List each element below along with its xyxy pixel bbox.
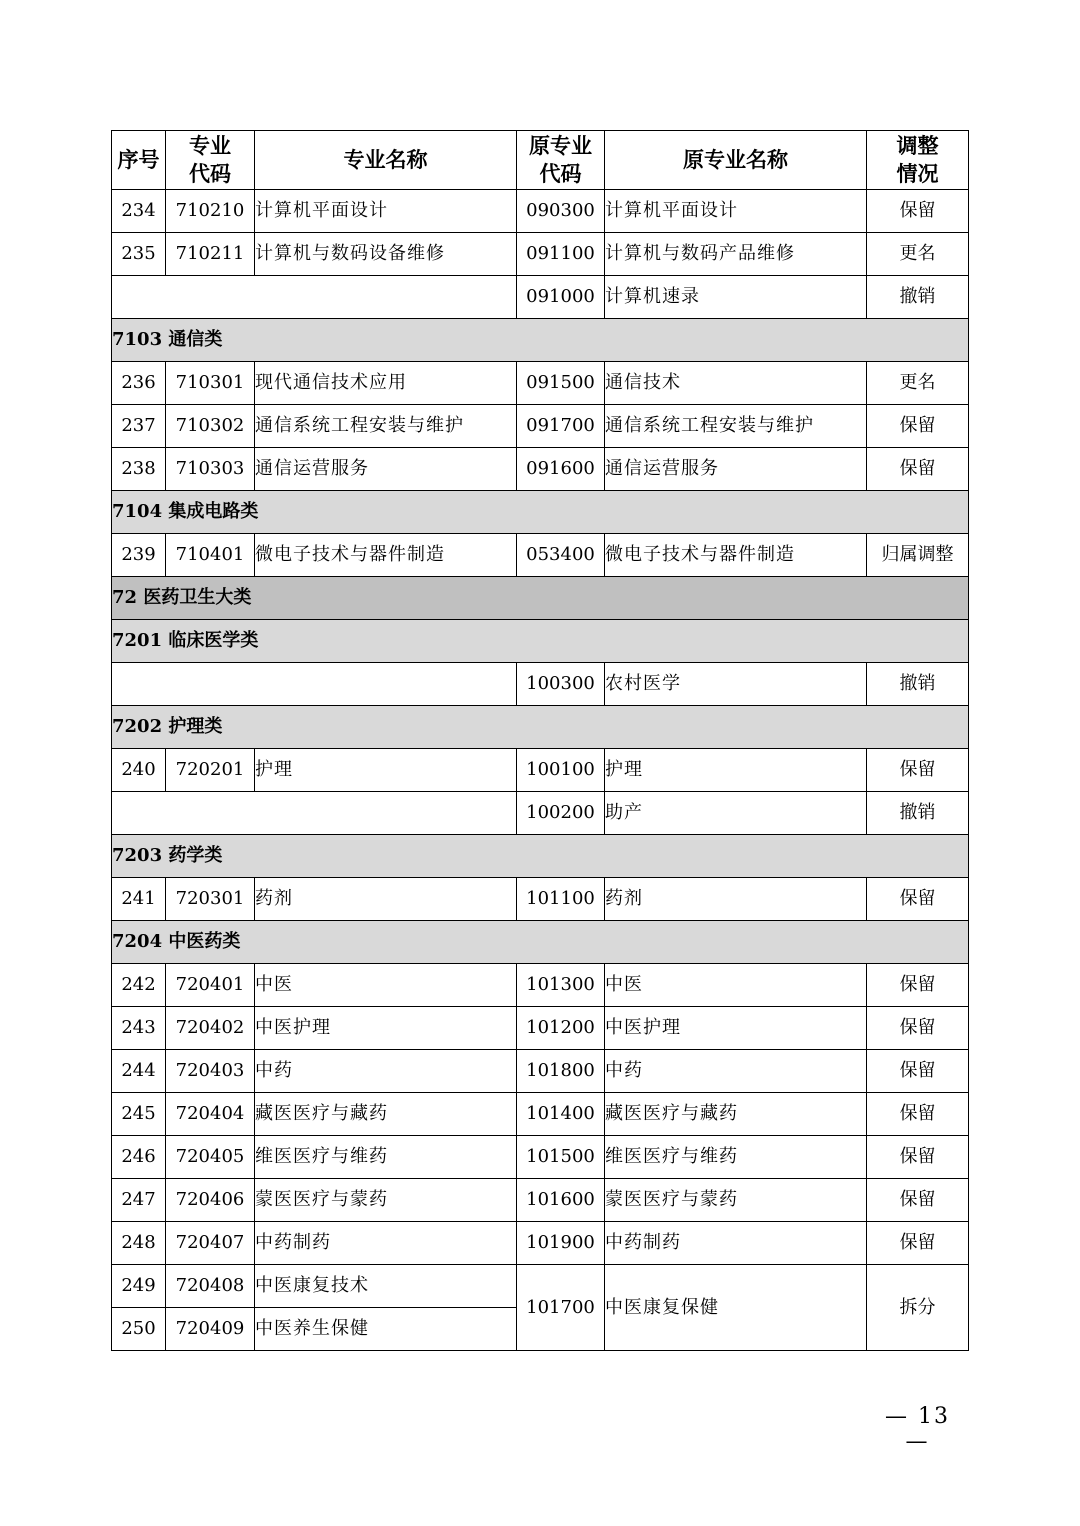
orig-code-cell: 053400 xyxy=(517,534,605,577)
status-cell: 保留 xyxy=(867,1050,969,1093)
code-cell: 720404 xyxy=(166,1093,255,1136)
orig-name-cell: 中药 xyxy=(605,1050,867,1093)
status-cell: 更名 xyxy=(867,233,969,276)
orig-name-cell: 计算机速录 xyxy=(605,276,867,319)
name-cell: 中药制药 xyxy=(255,1222,517,1265)
header-code: 专业 代码 xyxy=(166,131,255,190)
orig-code-cell: 101600 xyxy=(517,1179,605,1222)
name-cell: 微电子技术与器件制造 xyxy=(255,534,517,577)
cancelled-row xyxy=(112,663,969,706)
code-cell: 720402 xyxy=(166,1007,255,1050)
cancelled-row xyxy=(112,276,969,319)
name-cell: 藏医医疗与藏药 xyxy=(255,1093,517,1136)
orig-code-cell: 101900 xyxy=(517,1222,605,1265)
category-label: 7202 护理类 xyxy=(112,706,969,749)
empty-cell xyxy=(112,792,517,835)
table-row xyxy=(112,1179,969,1222)
status-cell: 保留 xyxy=(867,1093,969,1136)
category-label: 7104 集成电路类 xyxy=(112,491,969,534)
orig-name-cell: 通信技术 xyxy=(605,362,867,405)
name-cell: 蒙医医疗与蒙药 xyxy=(255,1179,517,1222)
seq-cell: 239 xyxy=(112,534,166,577)
status-cell: 拆分 xyxy=(867,1265,969,1351)
orig-name-cell: 中医护理 xyxy=(605,1007,867,1050)
status-cell: 保留 xyxy=(867,878,969,921)
category-row xyxy=(112,706,969,749)
name-cell: 计算机平面设计 xyxy=(255,190,517,233)
status-cell: 保留 xyxy=(867,964,969,1007)
status-cell: 保留 xyxy=(867,190,969,233)
seq-cell: 236 xyxy=(112,362,166,405)
code-cell: 710211 xyxy=(166,233,255,276)
header-orig-code: 原专业 代码 xyxy=(517,131,605,190)
code-cell: 720407 xyxy=(166,1222,255,1265)
category-row xyxy=(112,620,969,663)
orig-name-cell: 护理 xyxy=(605,749,867,792)
table-row xyxy=(112,878,969,921)
major-category-label: 72 医药卫生大类 xyxy=(112,577,969,620)
category-row xyxy=(112,835,969,878)
name-cell: 维医医疗与维药 xyxy=(255,1136,517,1179)
category-row xyxy=(112,491,969,534)
table-row xyxy=(112,1007,969,1050)
orig-code-cell: 100200 xyxy=(517,792,605,835)
table-row xyxy=(112,1265,969,1308)
name-cell: 护理 xyxy=(255,749,517,792)
seq-cell: 237 xyxy=(112,405,166,448)
orig-code-cell: 101100 xyxy=(517,878,605,921)
orig-name-cell: 农村医学 xyxy=(605,663,867,706)
orig-code-cell: 100300 xyxy=(517,663,605,706)
table-row xyxy=(112,749,969,792)
orig-name-cell: 中医 xyxy=(605,964,867,1007)
cancelled-row xyxy=(112,792,969,835)
status-cell: 保留 xyxy=(867,1007,969,1050)
status-cell: 撤销 xyxy=(867,663,969,706)
status-cell: 保留 xyxy=(867,1222,969,1265)
code-cell: 710302 xyxy=(166,405,255,448)
category-row xyxy=(112,921,969,964)
orig-code-cell: 101500 xyxy=(517,1136,605,1179)
orig-code-cell: 101300 xyxy=(517,964,605,1007)
seq-cell: 248 xyxy=(112,1222,166,1265)
name-cell: 通信系统工程安装与维护 xyxy=(255,405,517,448)
orig-code-cell: 091100 xyxy=(517,233,605,276)
table-body xyxy=(112,190,969,1351)
major-category-row xyxy=(112,577,969,620)
orig-code-cell: 101800 xyxy=(517,1050,605,1093)
status-cell: 撤销 xyxy=(867,792,969,835)
page-number: — 13 — xyxy=(885,1404,950,1454)
code-cell: 710301 xyxy=(166,362,255,405)
seq-cell: 247 xyxy=(112,1179,166,1222)
orig-name-cell: 计算机平面设计 xyxy=(605,190,867,233)
seq-cell: 238 xyxy=(112,448,166,491)
orig-name-cell: 中药制药 xyxy=(605,1222,867,1265)
orig-code-cell: 090300 xyxy=(517,190,605,233)
status-cell: 保留 xyxy=(867,448,969,491)
status-cell: 保留 xyxy=(867,749,969,792)
name-cell: 中医 xyxy=(255,964,517,1007)
name-cell: 中医康复技术 xyxy=(255,1265,517,1308)
table-row xyxy=(112,1222,969,1265)
seq-cell: 245 xyxy=(112,1093,166,1136)
seq-cell: 240 xyxy=(112,749,166,792)
orig-code-cell: 091700 xyxy=(517,405,605,448)
code-cell: 720406 xyxy=(166,1179,255,1222)
status-cell: 更名 xyxy=(867,362,969,405)
table-row xyxy=(112,1136,969,1179)
seq-cell: 246 xyxy=(112,1136,166,1179)
orig-name-cell: 助产 xyxy=(605,792,867,835)
code-cell: 720409 xyxy=(166,1308,255,1351)
seq-cell: 234 xyxy=(112,190,166,233)
table-row xyxy=(112,405,969,448)
orig-name-cell: 维医医疗与维药 xyxy=(605,1136,867,1179)
status-cell: 保留 xyxy=(867,405,969,448)
code-cell: 720301 xyxy=(166,878,255,921)
code-cell: 720405 xyxy=(166,1136,255,1179)
name-cell: 中医养生保健 xyxy=(255,1308,517,1351)
seq-cell: 243 xyxy=(112,1007,166,1050)
code-cell: 720401 xyxy=(166,964,255,1007)
code-cell: 720201 xyxy=(166,749,255,792)
header-orig-name: 原专业名称 xyxy=(605,131,867,190)
orig-code-cell: 091500 xyxy=(517,362,605,405)
table-row xyxy=(112,190,969,233)
seq-cell: 250 xyxy=(112,1308,166,1351)
seq-cell: 241 xyxy=(112,878,166,921)
name-cell: 现代通信技术应用 xyxy=(255,362,517,405)
orig-name-cell: 通信系统工程安装与维护 xyxy=(605,405,867,448)
orig-code-cell: 101700 xyxy=(517,1265,605,1351)
table-row xyxy=(112,233,969,276)
orig-code-cell: 091600 xyxy=(517,448,605,491)
name-cell: 通信运营服务 xyxy=(255,448,517,491)
seq-cell: 242 xyxy=(112,964,166,1007)
code-cell: 710401 xyxy=(166,534,255,577)
orig-code-cell: 101400 xyxy=(517,1093,605,1136)
status-cell: 保留 xyxy=(867,1136,969,1179)
orig-code-cell: 101200 xyxy=(517,1007,605,1050)
seq-cell: 244 xyxy=(112,1050,166,1093)
specialty-table xyxy=(111,130,969,1351)
name-cell: 计算机与数码设备维修 xyxy=(255,233,517,276)
empty-cell xyxy=(112,663,517,706)
header-name: 专业名称 xyxy=(255,131,517,190)
name-cell: 药剂 xyxy=(255,878,517,921)
table-header-row xyxy=(112,131,969,190)
seq-cell: 235 xyxy=(112,233,166,276)
table-row xyxy=(112,534,969,577)
code-cell: 710303 xyxy=(166,448,255,491)
table-row xyxy=(112,1093,969,1136)
code-cell: 720403 xyxy=(166,1050,255,1093)
table-row xyxy=(112,1050,969,1093)
orig-name-cell: 计算机与数码产品维修 xyxy=(605,233,867,276)
orig-name-cell: 中医康复保健 xyxy=(605,1265,867,1351)
table-row xyxy=(112,964,969,1007)
orig-code-cell: 100100 xyxy=(517,749,605,792)
orig-name-cell: 微电子技术与器件制造 xyxy=(605,534,867,577)
category-row xyxy=(112,319,969,362)
orig-name-cell: 药剂 xyxy=(605,878,867,921)
category-label: 7204 中医药类 xyxy=(112,921,969,964)
category-label: 7203 药学类 xyxy=(112,835,969,878)
code-cell: 710210 xyxy=(166,190,255,233)
table-row xyxy=(112,362,969,405)
table-row xyxy=(112,448,969,491)
header-seq: 序号 xyxy=(112,131,166,190)
seq-cell: 249 xyxy=(112,1265,166,1308)
orig-name-cell: 通信运营服务 xyxy=(605,448,867,491)
empty-cell xyxy=(112,276,517,319)
status-cell: 撤销 xyxy=(867,276,969,319)
header-status: 调整 情况 xyxy=(867,131,969,190)
status-cell: 归属调整 xyxy=(867,534,969,577)
category-label: 7201 临床医学类 xyxy=(112,620,969,663)
orig-code-cell: 091000 xyxy=(517,276,605,319)
status-cell: 保留 xyxy=(867,1179,969,1222)
orig-name-cell: 蒙医医疗与蒙药 xyxy=(605,1179,867,1222)
name-cell: 中医护理 xyxy=(255,1007,517,1050)
orig-name-cell: 藏医医疗与藏药 xyxy=(605,1093,867,1136)
category-label: 7103 通信类 xyxy=(112,319,969,362)
name-cell: 中药 xyxy=(255,1050,517,1093)
code-cell: 720408 xyxy=(166,1265,255,1308)
